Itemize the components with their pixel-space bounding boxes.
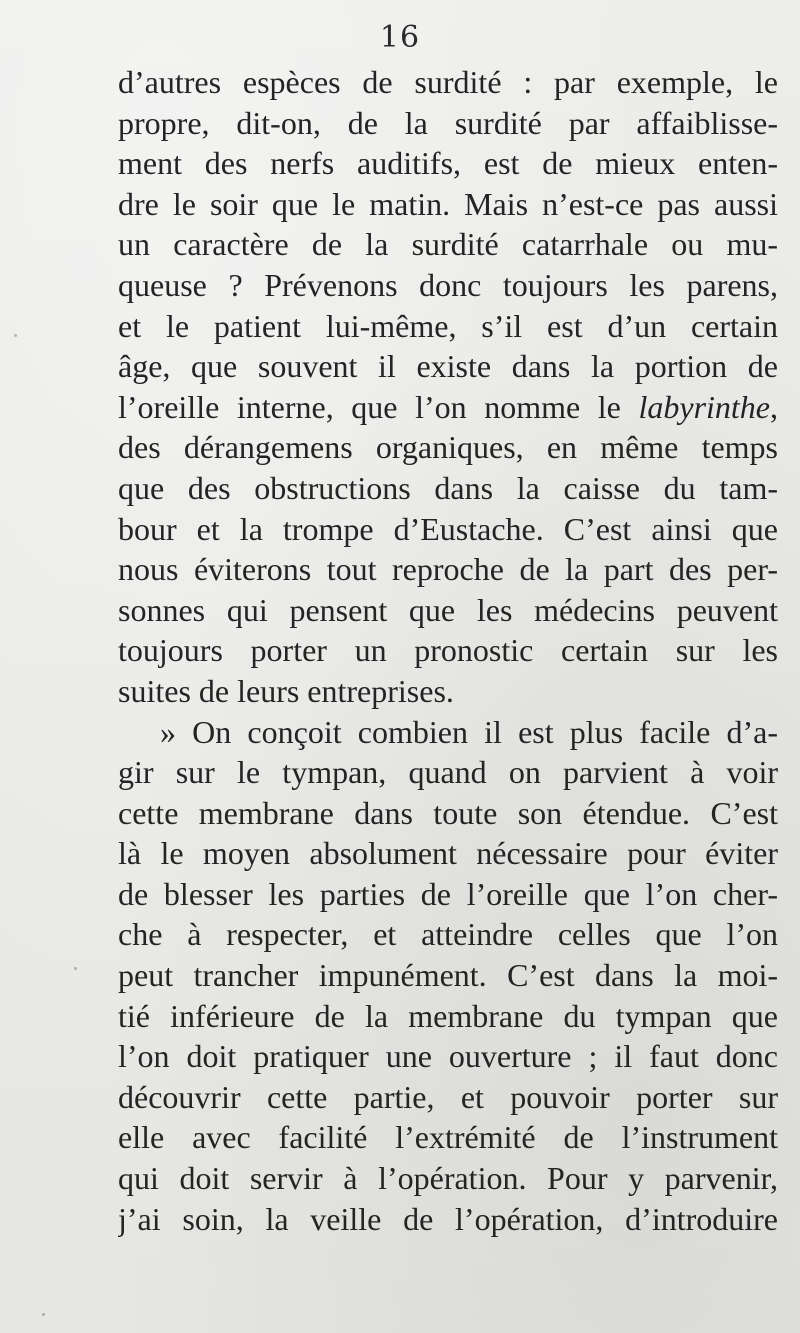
text-line: ment des nerfs auditifs, est de mieux enten- [118,145,778,182]
text-line: que des obstructions dans la caisse du tam- [118,469,778,506]
body-text [118,62,778,1239]
text-line: d’autres espèces de surdité : par exemple, le [118,64,778,100]
text-line: sonnes qui pensent que les médecins peuvent [118,591,778,628]
italic-term: labyrinthe [638,388,770,425]
text-line: des dérangemens organiques, en même temps [118,429,778,466]
text-line: là le moyen absolument nécessaire pour éviter [118,835,778,872]
text-line: queuse ? Prévenons donc toujours les parens, [118,266,778,303]
text-line: tié inférieure de la membrane du tympan que [118,997,778,1034]
paragraph-start-line: » On conçoit combien il est plus facile d’a- [160,713,778,750]
text-line: l’on doit pratiquer une ouverture ; il faut donc [118,1038,778,1075]
text-line: peut trancher impunément. C’est dans la moi- [118,957,778,994]
text-line: suites de leurs entreprises. [118,672,454,709]
text-line: dre le soir que le matin. Mais n’est-ce pas aussi [118,185,778,222]
text-line: bour et la trompe d’Eustache. C’est ainsi que [118,510,778,547]
text-line-with-italic [118,387,778,428]
page-number: 16 [379,20,421,55]
text-line: toujours porter un pronostic certain sur les [118,632,778,669]
text-line: elle avec facilité l’extrémité de l’instrument [118,1119,778,1156]
text-line: che à respecter, et atteindre celles que l’on [118,916,778,953]
text-line: qui doit servir à l’opération. Pour y parvenir, [118,1160,778,1197]
text-line: de blesser les parties de l’oreille que l’on cher- [118,875,778,912]
text-line: j’ai soin, la veille de l’opération, d’introduire [118,1200,778,1237]
text-line: cette membrane dans toute son étendue. C’est [118,794,778,831]
text-line: âge, que souvent il existe dans la portion de [118,348,778,385]
paper-speck [42,1313,45,1316]
text-line: propre, dit-on, de la surdité par affaiblisse- [118,104,778,141]
text-line: un caractère de la surdité catarrhale ou mu- [118,226,778,263]
text-line: découvrir cette partie, et pouvoir porter sur [118,1078,778,1115]
text-segment: , [770,388,778,425]
text-line: et le patient lui-même, s’il est d’un certain [118,307,778,344]
paper-speck [74,967,77,970]
paper-speck [14,334,17,337]
text-segment: l’oreille interne, que l’on nomme le [118,388,639,425]
text-line: gir sur le tympan, quand on parvient à voir [118,754,778,791]
text-line: nous éviterons tout reproche de la part des per- [118,551,778,588]
